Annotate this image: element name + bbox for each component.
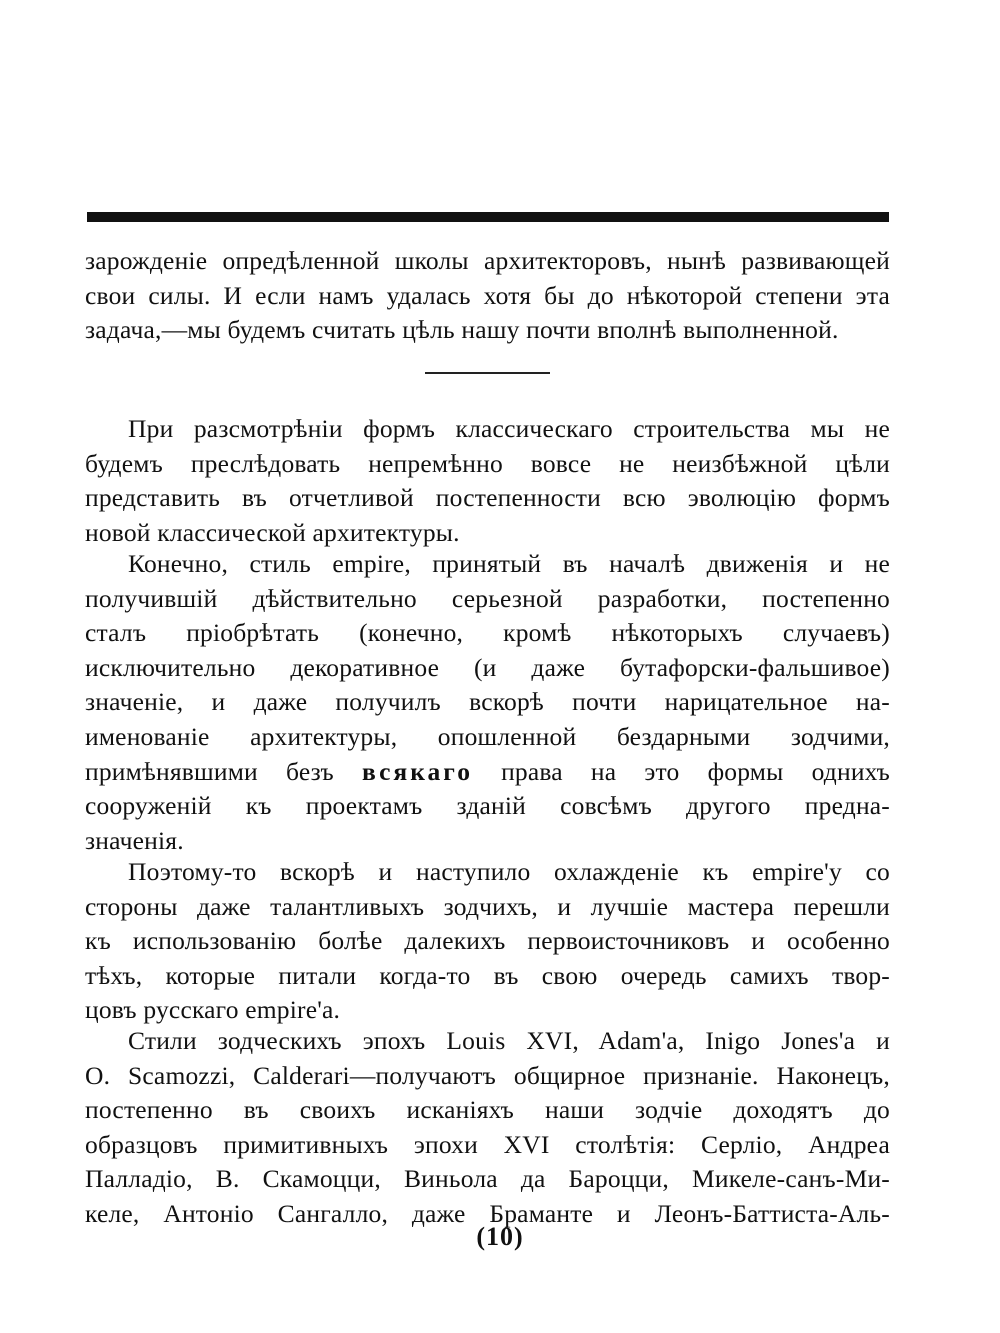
text-line: образцовъ примитивныхъ эпохи XVI столѣтія: Серліо, Андреа: [85, 1129, 890, 1159]
text-line: исключительно декоративное (и даже бутафорски-фальшивое): [85, 652, 890, 682]
text-line: Конечно, стиль empire, принятый въ началѣ движенія и не: [128, 549, 890, 578]
text-line: [85, 755, 890, 790]
text-line: Поэтому-то вскорѣ и наступило охлажденіе къ empire'у со: [128, 857, 890, 886]
page-number: (10): [476, 1222, 524, 1251]
top-rule: [87, 212, 889, 222]
text-line: тѣхъ, которые питали когда-то въ свою очередь самихъ твор-: [85, 960, 890, 990]
text-line: значеніе, и даже получилъ вскорѣ почти нарицательное на-: [85, 687, 890, 717]
text-line: именованіе архитектуры, опошленной бездарными зодчими,: [85, 721, 890, 751]
paragraph-3: [85, 855, 890, 1028]
text-line: O. Scamozzi, Calderari—получаютъ общирное признаніе. Наконецъ,: [85, 1060, 890, 1090]
text-line: значенія.: [85, 825, 184, 855]
text-line: цовъ русскаго empire'а.: [85, 995, 341, 1025]
text-fragment: права на это формы однихъ: [501, 756, 891, 786]
text-fragment: примѣнявшими безъ: [85, 756, 334, 786]
text-line: келе, Антоніо Сангалло, даже Браманте и Леонъ-Баттиста-Аль-: [85, 1198, 890, 1228]
text-line: зарожденіе опредѣленной школы архитекторовъ, нынѣ развивающей: [85, 246, 890, 275]
text-line: будемъ преслѣдовать непремѣнно вовсе не неизбѣжной цѣли: [85, 448, 890, 478]
text-line: къ использованію болѣе далекихъ первоисточниковъ и особенно: [85, 926, 890, 956]
text-line: получившій дѣйствительно серьезной разработки, постепенно: [85, 583, 890, 613]
text-line: сталъ пріобрѣтать (конечно, кромѣ нѣкоторыхъ случаевъ): [85, 618, 890, 648]
text-line: задача,—мы будемъ считать цѣль нашу почти вполнѣ выполненной.: [85, 315, 839, 345]
emphasized-word: всякаго: [362, 756, 473, 786]
text-line: постепенно въ своихъ исканіяхъ наши зодчіе доходятъ до: [85, 1095, 890, 1125]
text-line: свои силы. И если намъ удалась хотя бы до нѣкоторой степени эта: [85, 280, 890, 310]
paragraph-2: [85, 547, 890, 858]
text-line: Стили зодческихъ эпохъ Louis XVI, Adam'а, Inigo Jones'а и: [128, 1026, 890, 1055]
text-line: представить въ отчетливой постепенности всю эволюцію формъ: [85, 483, 890, 513]
paragraph-4: [85, 1024, 890, 1232]
section-divider: [425, 372, 550, 374]
text-line: стороны даже талантливыхъ зодчихъ, и лучшіе мастера перешли: [85, 891, 890, 921]
text-line: новой классической архитектуры.: [85, 517, 460, 547]
intro-paragraph: [85, 244, 890, 348]
paragraph-1: [85, 412, 890, 550]
text-line: сооруженій къ проектамъ зданій совсѣмъ другого предна-: [85, 791, 890, 821]
text-line: Палладіо, В. Скамоцци, Виньола да Бароцци, Микеле-санъ-Ми-: [85, 1164, 890, 1194]
text-line: При разсмотрѣніи формъ классическаго строительства мы не: [128, 414, 890, 443]
